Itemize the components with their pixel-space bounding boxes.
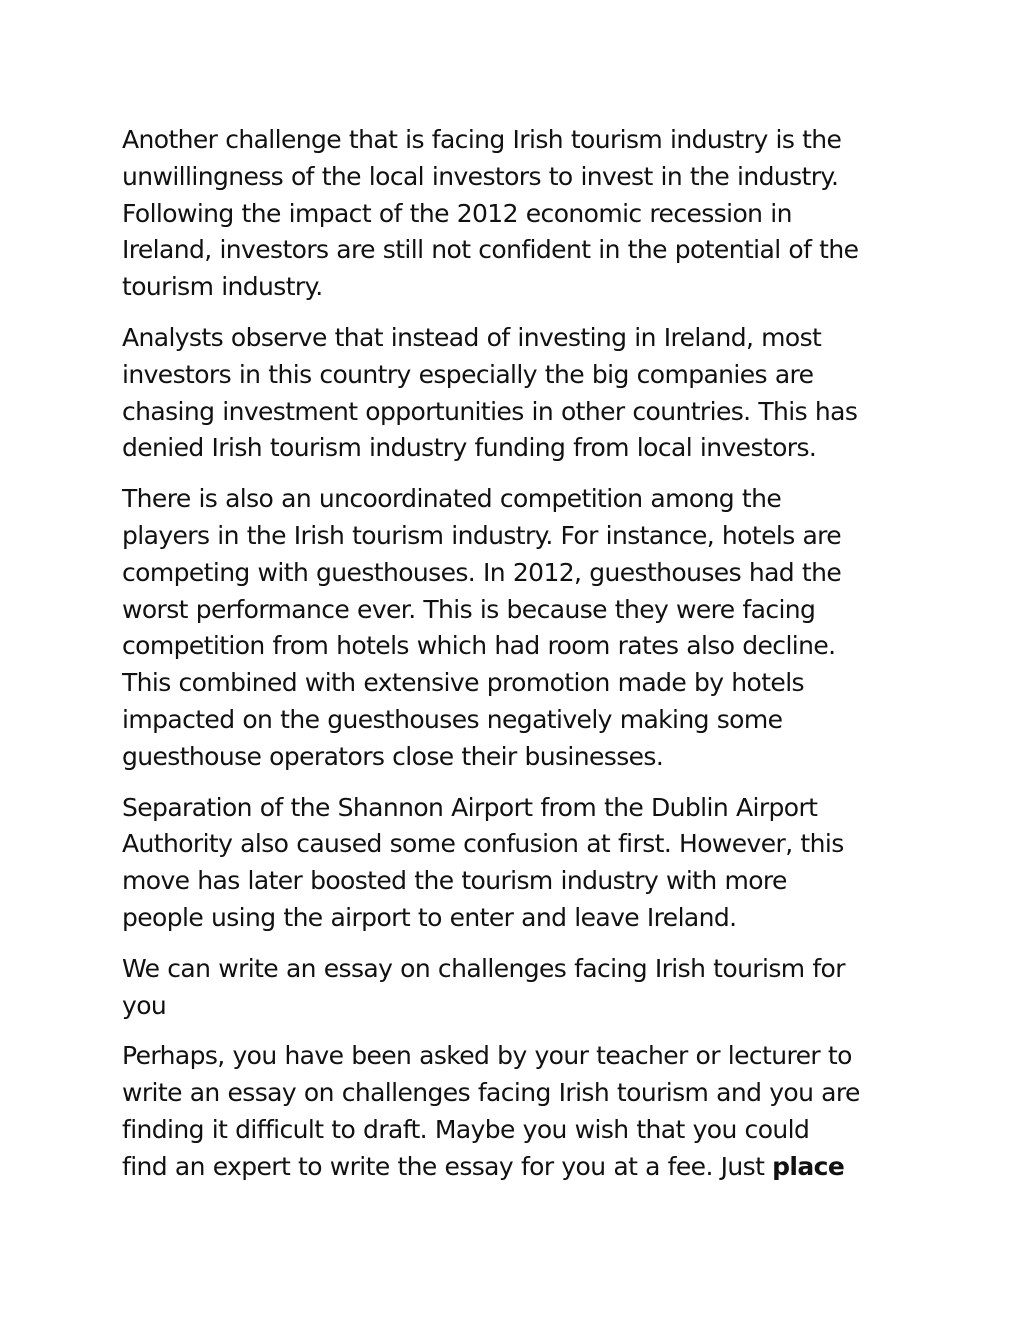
text-line: investors in this country especially the big companies are [122, 359, 814, 389]
text-line: chasing investment opportunities in other countries. This has [122, 396, 858, 426]
text-line: tourism industry. [122, 272, 323, 302]
text-line: competition from hotels which had room rates also decline. [122, 631, 836, 661]
text-line: This combined with extensive promotion made by hotels [122, 668, 804, 698]
text-line: Following the impact of the 2012 economic recession in [122, 198, 792, 228]
text-line: Perhaps, you have been asked by your teacher or lecturer to [122, 1041, 852, 1071]
text-line: Separation of the Shannon Airport from the Dublin Airport [122, 792, 818, 822]
paragraph-shannon-airport [122, 790, 922, 937]
text-line: impacted on the guesthouses negatively making some [122, 704, 783, 734]
text-line: Another challenge that is facing Irish tourism industry is the [122, 125, 842, 154]
paragraph-essay-offer [122, 951, 922, 1025]
bold-place-word: place [772, 1151, 845, 1181]
paragraph-perhaps-teacher [122, 1038, 922, 1185]
text-line: competing with guesthouses. In 2012, guesthouses had the [122, 557, 842, 587]
text-line: We can write an essay on challenges facing Irish tourism for [122, 953, 845, 983]
text-line: people using the airport to enter and leave Ireland. [122, 902, 737, 932]
text-line: denied Irish tourism industry funding from local investors. [122, 433, 817, 463]
text-line: Analysts observe that instead of investing in Ireland, most [122, 322, 822, 352]
text-line: Ireland, investors are still not confident in the potential of the [122, 235, 859, 265]
text-line: unwillingness of the local investors to invest in the industry. [122, 161, 839, 191]
text-line: players in the Irish tourism industry. For instance, hotels are [122, 520, 842, 550]
document-body [122, 122, 922, 1200]
text-line: There is also an uncoordinated competition among the [122, 484, 782, 514]
text-line: you [122, 990, 167, 1020]
text-line: write an essay on challenges facing Irish tourism and you are [122, 1078, 860, 1108]
text-line: worst performance ever. This is because they were facing [122, 594, 816, 624]
paragraph-uncoordinated-competition [122, 481, 922, 775]
text-line: finding it difficult to draft. Maybe you wish that you could [122, 1114, 810, 1144]
text-line: Authority also caused some confusion at first. However, this [122, 829, 844, 859]
text-line: find an expert to write the essay for you at a fee. Just [122, 1151, 773, 1181]
text-line: guesthouse operators close their businesses. [122, 741, 664, 771]
paragraph-analysts-observation [122, 320, 922, 467]
text-line: move has later boosted the tourism industry with more [122, 866, 787, 896]
paragraph-investor-unwillingness [122, 122, 922, 306]
